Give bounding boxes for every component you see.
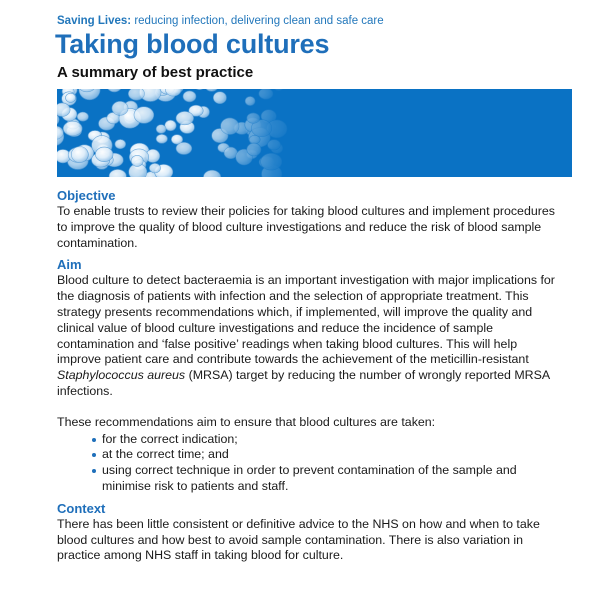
context-heading: Context [57, 500, 106, 516]
page-subtitle: A summary of best practice [57, 64, 254, 81]
aim-text [57, 273, 557, 399]
context-text: There has been little consistent or definitive advice to the NHS on how and when to take blood cultures and how best to avoid sample contamination. There is also variation in practice among NHS staff in taking blood for culture. [57, 516, 540, 563]
list-item: for the correct indication; [92, 432, 557, 448]
objective-text: To enable trusts to review their policies for taking blood cultures and implement procedures to improve the quality of blood culture investigations and reduce the risk of blood sample contamination. [57, 204, 555, 250]
list-item: at the correct time; and [92, 447, 557, 463]
series-header [57, 15, 384, 27]
aim-text-part-2: (MRSA) target by reducing the number of wrongly reported MRSA infections. [57, 368, 550, 398]
bacteria-cells-micrograph [57, 89, 572, 177]
series-name: Saving Lives: [57, 15, 132, 27]
objective-heading: Objective [57, 188, 116, 203]
series-tagline: reducing infection, delivering clean and safe care [131, 15, 384, 27]
recommendations-list [57, 432, 557, 495]
aim-heading: Aim [57, 257, 82, 273]
recommendations-intro: These recommendations aim to ensure that blood cultures are taken: [57, 414, 436, 429]
aim-text-part-1: Blood culture to detect bacteraemia is an important investigation with major implications for the diagnosis of patients with infection and the selection of appropriate treatment. This strategy presents recommendations which, if implemented, will improve the quality and clinical value of blood culture investigations and reduce the incidence of sample contamination and ‘false positive’ readings when taking blood cultures. This will help improve patient care and contribute towards the achievement of the meticillin-resistant [57, 273, 555, 367]
list-item: using correct technique in order to prevent contamination of the sample and minimise risk to patients and staff. [92, 463, 557, 495]
banner-image [57, 89, 572, 177]
document-body [57, 188, 557, 564]
page-title: Taking blood cultures [55, 29, 330, 59]
aim-text-organism: Staphylococcus aureus [57, 368, 186, 383]
